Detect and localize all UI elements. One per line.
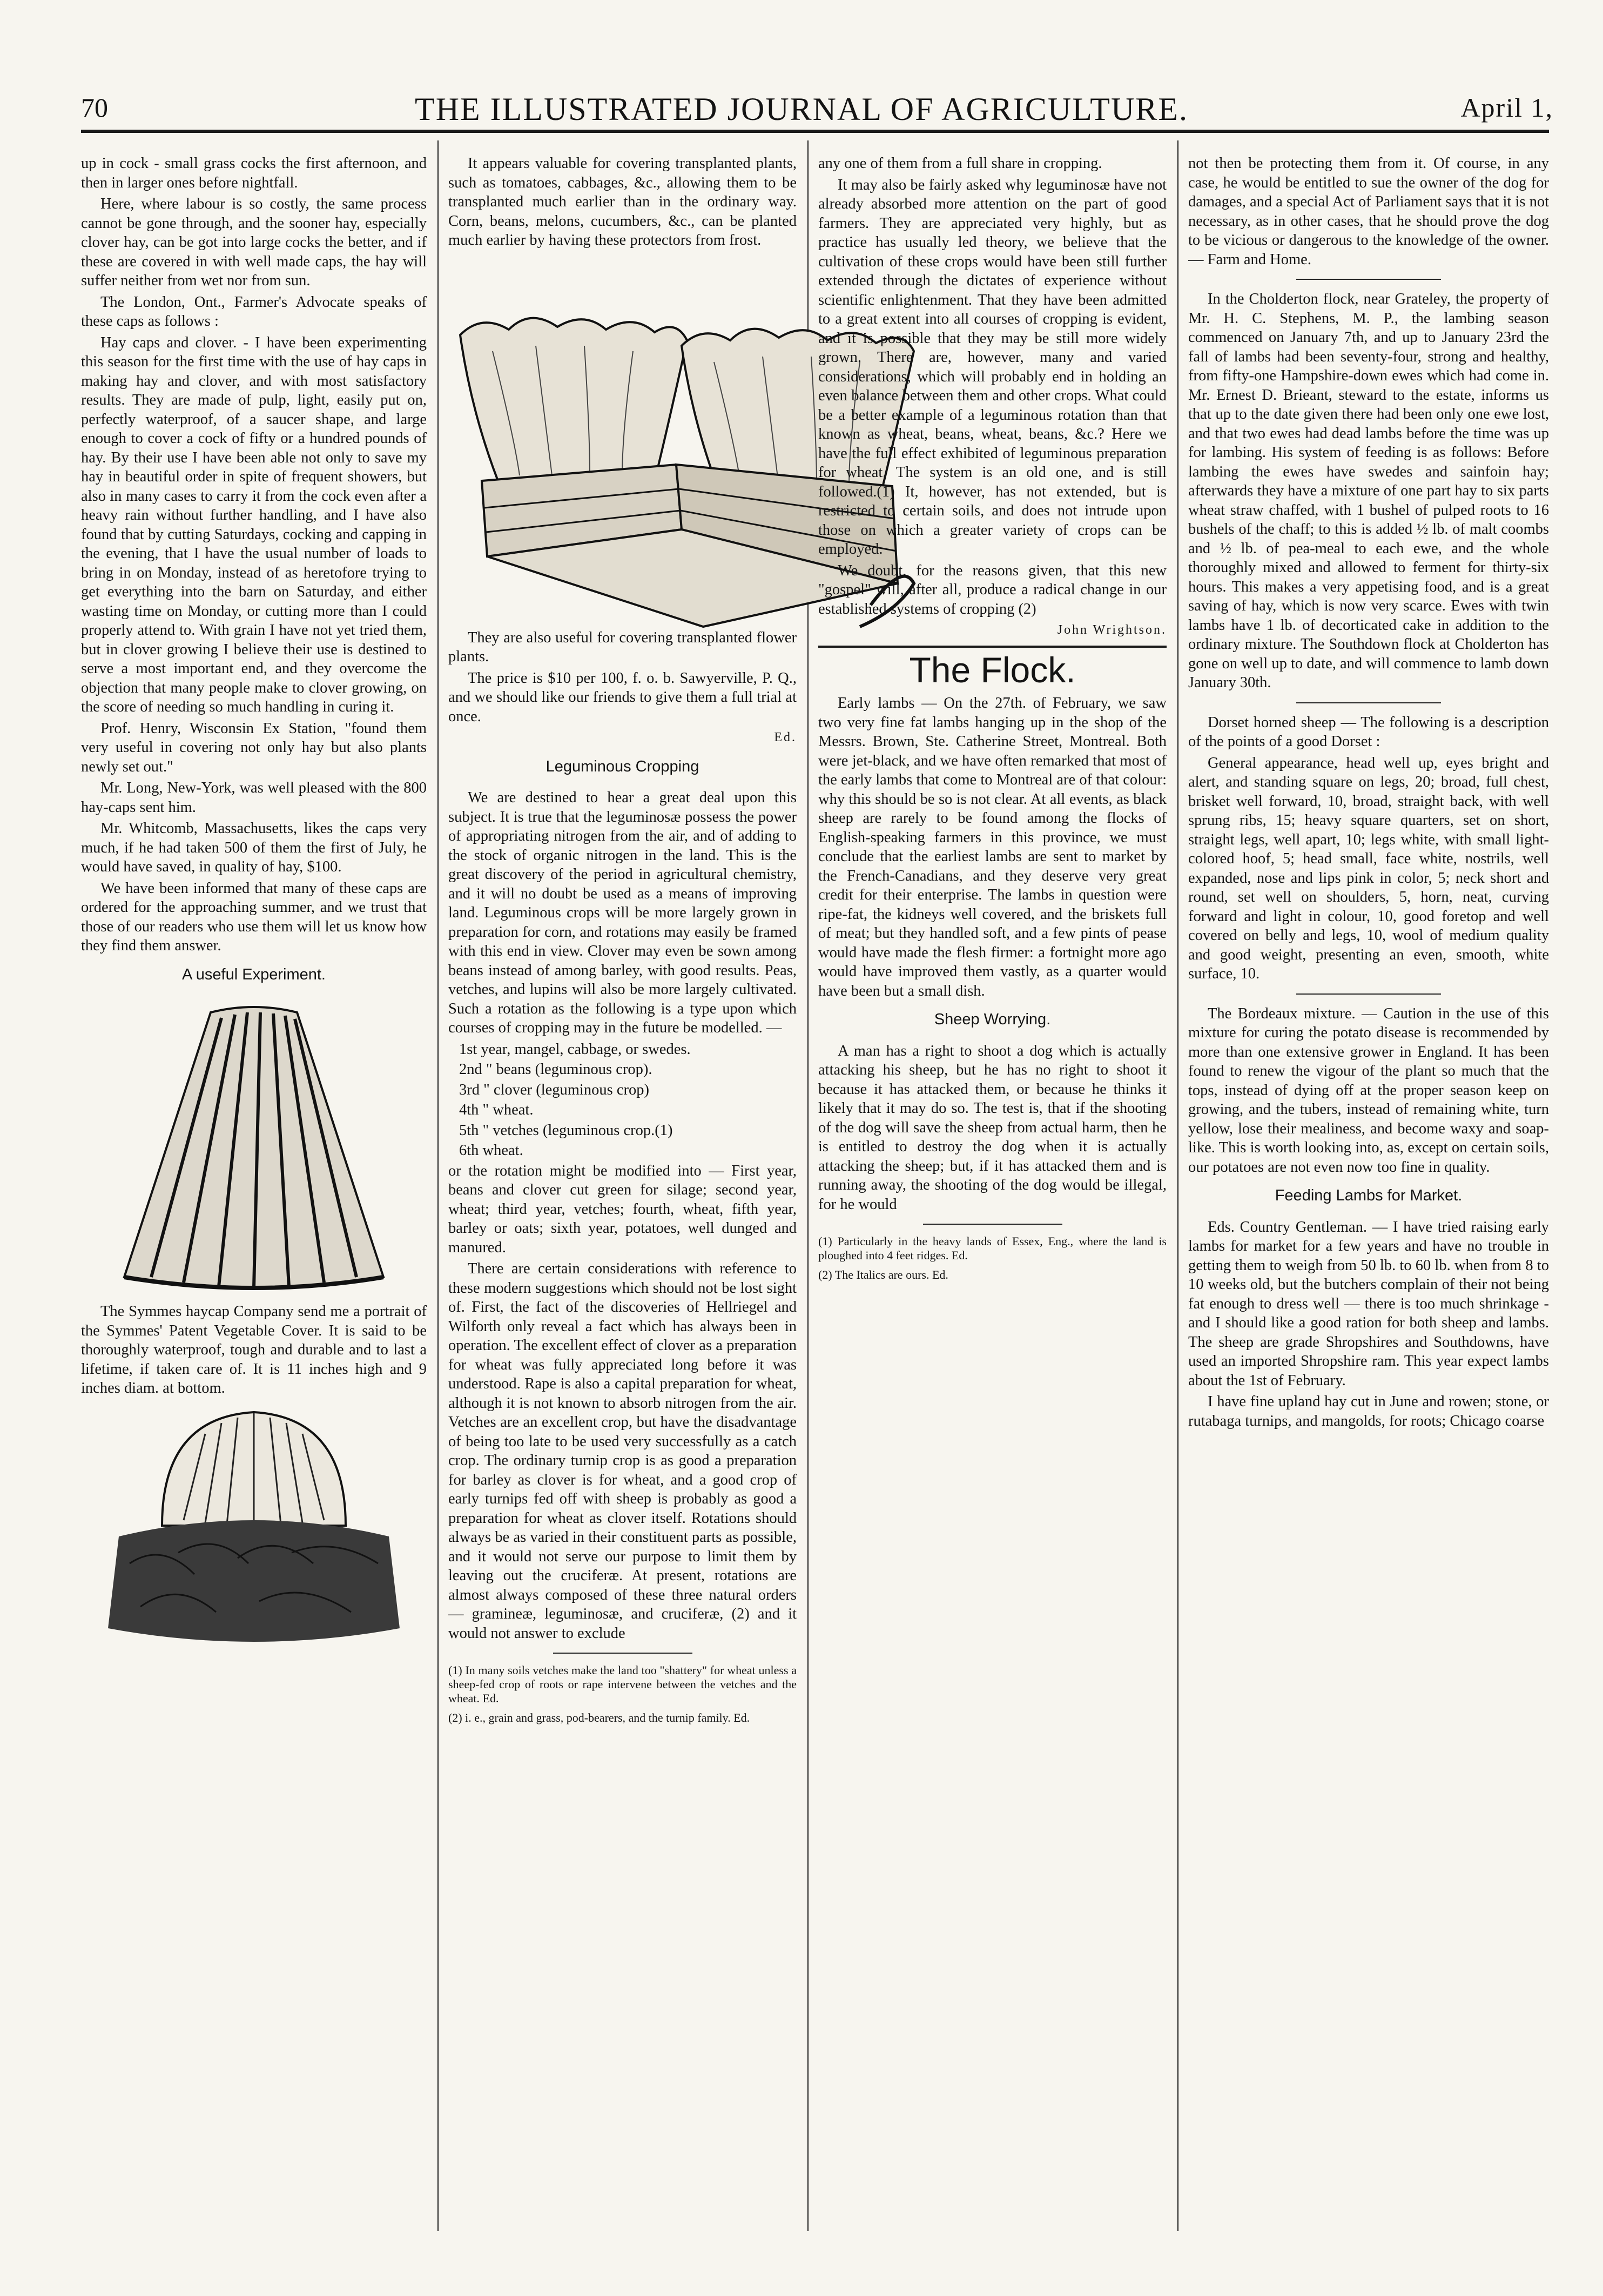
col1-paragraph: Mr. Long, New-York, was well pleased with the 800 hay-caps sent him. xyxy=(81,780,427,816)
rotation-line: 2nd " beans (leguminous crop). xyxy=(459,1061,652,1078)
section-heading: Leguminous Cropping xyxy=(545,757,699,775)
rotation-line: 5th " vetches (leguminous crop.(1) xyxy=(459,1122,673,1139)
col3-paragraph: any one of them from a full share in cropping. xyxy=(818,155,1102,172)
section-rule xyxy=(1296,702,1440,703)
col1-paragraph: The London, Ont., Farmer's Advocate speaks of these caps as follows : xyxy=(81,293,427,330)
col2-paragraph: They are also useful for covering transplanted flower plants. xyxy=(448,629,797,665)
vegetable-cover-illustration xyxy=(103,996,405,1299)
col2-paragraph: There are certain considerations with reference to these modern suggestions which should not be lost sight of. First, the fact of the discoveries of Hellriegel and Wilforth only reveal a fact which has always been in operation. The excellent effect of clover as a preparation for wheat was fully appreciated long before it was understood. Rape is also a capital preparation for wheat, although it is not known to absorb nitrogen from the air. Vetches are an excellent crop, but have the disadvantage of being too late to be used very successfully as a catch crop. The ordinary turnip crop is as good a preparation for barley as clover is for wheat, and a good crop of early turnips fed off with sheep is probably as good a preparation for wheat as clover itself. Rotations should always be as varied in their constituent parts as possible, and it would not serve our purpose to limit them by leaving out the cruciferæ. At present, rotations are almost always composed of these three natural orders — gramineæ, leguminosæ, and cruciferæ, (2) and it would not answer to exclude xyxy=(448,1260,797,1642)
column-rule-1 xyxy=(437,140,439,2231)
section-heading: Sheep Worrying. xyxy=(934,1011,1051,1028)
col2-paragraph: We are destined to hear a great deal upon this subject. It is true that the leguminosæ possess the power of appropriating nitrogen from the air, and of adding to the stock of organic nitrogen in the land. This is the great discovery of the period in agricultural chemistry, and it will no doubt be used as a means of improving land. Leguminous crops will be more largely grown in preparation for corn, and rotations may easily be framed with this end in view. Clover may even be sown among beans instead of among barley, with good results. Peas, vetches, and lupins will also be more largely cultivated. Such a rotation as the following is a type upon which courses of cropping may in the future be modelled. — xyxy=(448,789,797,1036)
column-3 xyxy=(818,154,1167,2220)
column-4 xyxy=(1188,154,1549,2220)
col3-paragraph: A man has a right to shoot a dog which is actually attacking his sheep, but he has no right to shoot it because it has attacked them, or because he thinks it likely that it may do so. The test is, that if the shooting of the dog will save the sheep from actual harm, then he is entitled to destroy the dog when it is actually attacking the sheep; but, if it has attacked them and is running away, the shooting of the dog would be illegal, for he would xyxy=(818,1042,1167,1213)
page-number: 70 xyxy=(81,92,108,123)
col3-paragraph: We doubt, for the reasons given, that this new "gospel" will, after all, produce a radical change in our established systems of cropping (2) xyxy=(818,562,1167,617)
col1-paragraph: Prof. Henry, Wisconsin Ex Station, "found them very useful in covering not only hay but also plants newly set out." xyxy=(81,720,427,775)
rotation-line: 3rd " clover (leguminous crop) xyxy=(459,1081,649,1098)
col4-paragraph: In the Cholderton flock, near Grateley, the property of Mr. H. C. Stephens, M. P., the lambing season commenced on January 7th, and up to January 23rd the fall of lambs had been seventy-four, strong and healthy, from fifty-one Hampshire-down ewes which had come in. Mr. Ernest D. Brieant, steward to the estate, informs us that up to the date given there had been only one ewe lost, and that two ewes had dead lambs before the time was up for lambing. His system of feeding is as follows: Before lambing the ewes have swedes and sainfoin hay; afterwards they have a mixture of one part hay to six parts wheat straw chaffed, with 1 bushel of pulped roots to 16 bushels of the chaff; to this is added ½ lb. of malt coombs and ½ lb. of pea-meal to each ewe, and the whole thoroughly mixed and allowed to ferment for thirty-six hours. This makes a very appetising food, and is a great saving of hay, which is now very scarce. Ewes with twin lambs have 1 lb. of decorticated cake in addition to the ordinary mixture. The Southdown flock at Cholderton has gone on well up to date, and will commence to lamb down January 30th. xyxy=(1188,291,1549,691)
col2-paragraph: or the rotation might be modified into — First year, beans and clover cut green for silage; second year, wheat; third year, vetches; fourth, wheat, fifth year, barley or oats; sixth year, potatoes, well dunged and manured. xyxy=(448,1162,797,1256)
col1-paragraph: Hay caps and clover. - I have been experimenting this season for the first time with the use of hay caps in making hay and clover, and with most satisfactory results. They are made of pulp, light, easily put on, perfectly waterproof, of a saucer shape, and large enough to cover a cock of fifty or a hundred pounds of hay. By their use I have been able not only to save my hay in beautiful order in spite of frequent showers, but also in many cases to carry it from the cock even after a heavy rain without further handling, and I have also found that by cutting Saturdays, cocking and capping in the evening, that I have the usual number of loads to bring in on Monday, instead of as heretofore trying to get everything into the barn on Saturday, and either wasting time on Monday, or cutting more than I could properly attend to. With grain I have not yet tried them, but in clover growing I believe their use is destined to serve a most important end, and they overcome the objection that many people make to clover growing, on the score of needing so much handling in curing it. xyxy=(81,334,427,715)
section-divider xyxy=(818,646,1167,648)
col4-paragraph: I have fine upland hay cut in June and rowen; stone, or rutabaga turnips, and mangolds, for roots; Chicago coarse xyxy=(1188,1393,1549,1429)
column-1 xyxy=(81,154,427,2220)
issue-date: April 1, xyxy=(1460,92,1553,123)
section-heading: Feeding Lambs for Market. xyxy=(1275,1187,1463,1204)
section-title-the-flock: The Flock. xyxy=(909,649,1076,690)
footnote-rule xyxy=(553,1653,692,1654)
section-rule xyxy=(1296,279,1440,280)
col4-paragraph: General appearance, head well up, eyes bright and alert, and standing square on legs, 20; broad, full chest, brisket well forward, 10, broad, straight back, with well sprung ribs, 15; heavy square quarters, set on short, straight legs, well apart, 10; legs white, with small light-colored hoof, 5; head small, face white, nostrils, well expanded, nose and lips pink in color, 5; neck short and round, set well on shoulders, 5, horn, neat, curving forward and light in colour, 10, good foretop and well covered on belly and legs, 10, wool of medium quality and good weight, presenting an even, smooth, white surface, 10. xyxy=(1188,754,1549,982)
author-signature: John Wrightson. xyxy=(1057,623,1167,637)
footnote-rule xyxy=(923,1224,1062,1225)
col3-paragraph: Early lambs — On the 27th. of February, we saw two very fine fat lambs hanging up in the shop of the Messrs. Brown, Ste. Catherine Street, Montreal. Both were jet-black, and we have often remarked that most of the early lambs that come to Montreal are of that colour: why this should be so is not clear. At all events, as black sheep are rarely to be found among the flocks of English-speaking farmers in this province, we must conclude that the earliest lambs are sent to market by the French-Canadians, and they deserve very great credit for their enterprise. The lambs in question were ripe-fat, the kidneys well covered, and the briskets full of meat; but they handled soft, and a few pints of pease would have made the flesh firmer: a fortnight more ago would have improved them vastly, as a quarter would have been but a small dish. xyxy=(818,695,1167,999)
col4-paragraph: The Bordeaux mixture. — Caution in the use of this mixture for curing the potato disease is recommended by more than one extensive grower in England. It has been found to renew the vigour of the plant so much that the tops, instead of dying off at the proper season keep on growing, and the tubers, instead of remaining white, turn yellow, lose their mealiness, and become waxy and soap-like. This is worth looking into, as, except on certain soils, our potatoes are not even now too fine in quality. xyxy=(1188,1005,1549,1176)
rotation-line: 6th wheat. xyxy=(459,1142,523,1159)
column-rule-3 xyxy=(1177,140,1178,2231)
col1-paragraph: up in cock - small grass cocks the first afternoon, and then in larger ones before nightfall. xyxy=(81,155,427,191)
footnote: (2) i. e., grain and grass, pod-bearers, and the turnip family. Ed. xyxy=(448,1711,750,1724)
col4-paragraph: Eds. Country Gentleman. — I have tried raising early lambs for market for a few years and have no trouble in getting them to weigh from 50 lb. to 60 lb. when from 8 to 10 weeks old, but the butchers complain of their not being fat enough to dress well — there is too much shrinkage - and I should like a good ration for both sheep and lambs. The sheep are grade Shropshires and Southdowns, have used an imported Shropshire ram. This year expect lambs about the 1st of February. xyxy=(1188,1218,1549,1389)
col4-paragraph: Dorset horned sheep — The following is a description of the points of a good Dorset : xyxy=(1188,714,1549,750)
col2-paragraph: It appears valuable for covering transplanted plants, such as tomatoes, cabbages, &c., allowing them to be transplanted much earlier than in the ordinary way. Corn, beans, melons, cucumbers, &c., can be planted much earlier by having these protectors from frost. xyxy=(448,155,797,249)
covered-plant-illustration xyxy=(97,1401,410,1655)
journal-title: THE ILLUSTRATED JOURNAL OF AGRICULTURE. xyxy=(415,91,1188,127)
section-rule xyxy=(1296,993,1440,995)
col3-paragraph: It may also be fairly asked why leguminosæ have not already absorbed more attention on the part of good farmers. They are appreciated very highly, but as practice has usually led theory, we believe that the cultivation of these crops would have been still further extended through the dictates of experience without scientific enlightenment. That they have been admitted to a great extent into all courses of cropping is evident, and it is possible that they may be still more widely grown. There are, however, many and varied considerations, which will probably end in holding an even balance between them and other crops. What could be a better example of a leguminous rotation than that known as wheat, beans, wheat, beans, &c.? Here we have the full effect exhibited of leguminous preparation for wheat. The system is an old one, and is still followed.(1) It, however, has not extended, but is restricted to certain soils, and does not intrude upon those on which a greater variety of crops can be employed. xyxy=(818,176,1167,558)
col1-paragraph: Mr. Whitcomb, Massachusetts, likes the caps very much, if he had taken 500 of them the first of July, he would have saved, in quality of hay, $100. xyxy=(81,820,427,875)
col1-paragraph: We have been informed that many of these caps are ordered for the approaching summer, and we trust that those of our readers who use them will let us know how they find them answer. xyxy=(81,880,427,954)
rotation-line: 1st year, mangel, cabbage, or swedes. xyxy=(459,1040,691,1058)
col2-paragraph: The price is $10 per 100, f. o. b. Sawyerville, P. Q., and we should like our friends to give them a full trial at once. xyxy=(448,669,797,725)
footnote: (1) Particularly in the heavy lands of Essex, Eng., where the land is ploughed into 4 feet ridges. Ed. xyxy=(818,1234,1167,1262)
footnote: (1) In many soils vetches make the land too "shattery" for wheat unless a sheep-fed crop of roots or rape intervene between the vetches and the wheat. Ed. xyxy=(448,1663,797,1705)
header-rule xyxy=(81,130,1549,133)
signature: Ed. xyxy=(774,730,797,744)
col1-paragraph: The Symmes haycap Company send me a portrait of the Symmes' Patent Vegetable Cover. It is said to be thoroughly waterproof, tough and durable and to last a lifetime, if taken care of. It is 11 inches high and 9 inches diam. at bottom. xyxy=(81,1303,427,1397)
section-heading: A useful Experiment. xyxy=(182,965,326,983)
rotation-line: 4th " wheat. xyxy=(459,1102,534,1118)
footnote: (2) The Italics are ours. Ed. xyxy=(818,1268,948,1281)
col1-paragraph: Here, where labour is so costly, the same process cannot be gone through, and the sooner hay, especially clover hay, can be got into large cocks the better, and if these are covered in with well made caps, the hay will suffer neither from wet nor from sun. xyxy=(81,196,427,289)
col4-paragraph: not then be protecting them from it. Of course, in any case, he would be entitled to sue the owner of the dog for damages, and a special Act of Parliament says that it is not necessary, as in other cases, that he should prove the dog to be vicious or dangerous to the knowledge of the owner. — Farm and Home. xyxy=(1188,155,1549,268)
